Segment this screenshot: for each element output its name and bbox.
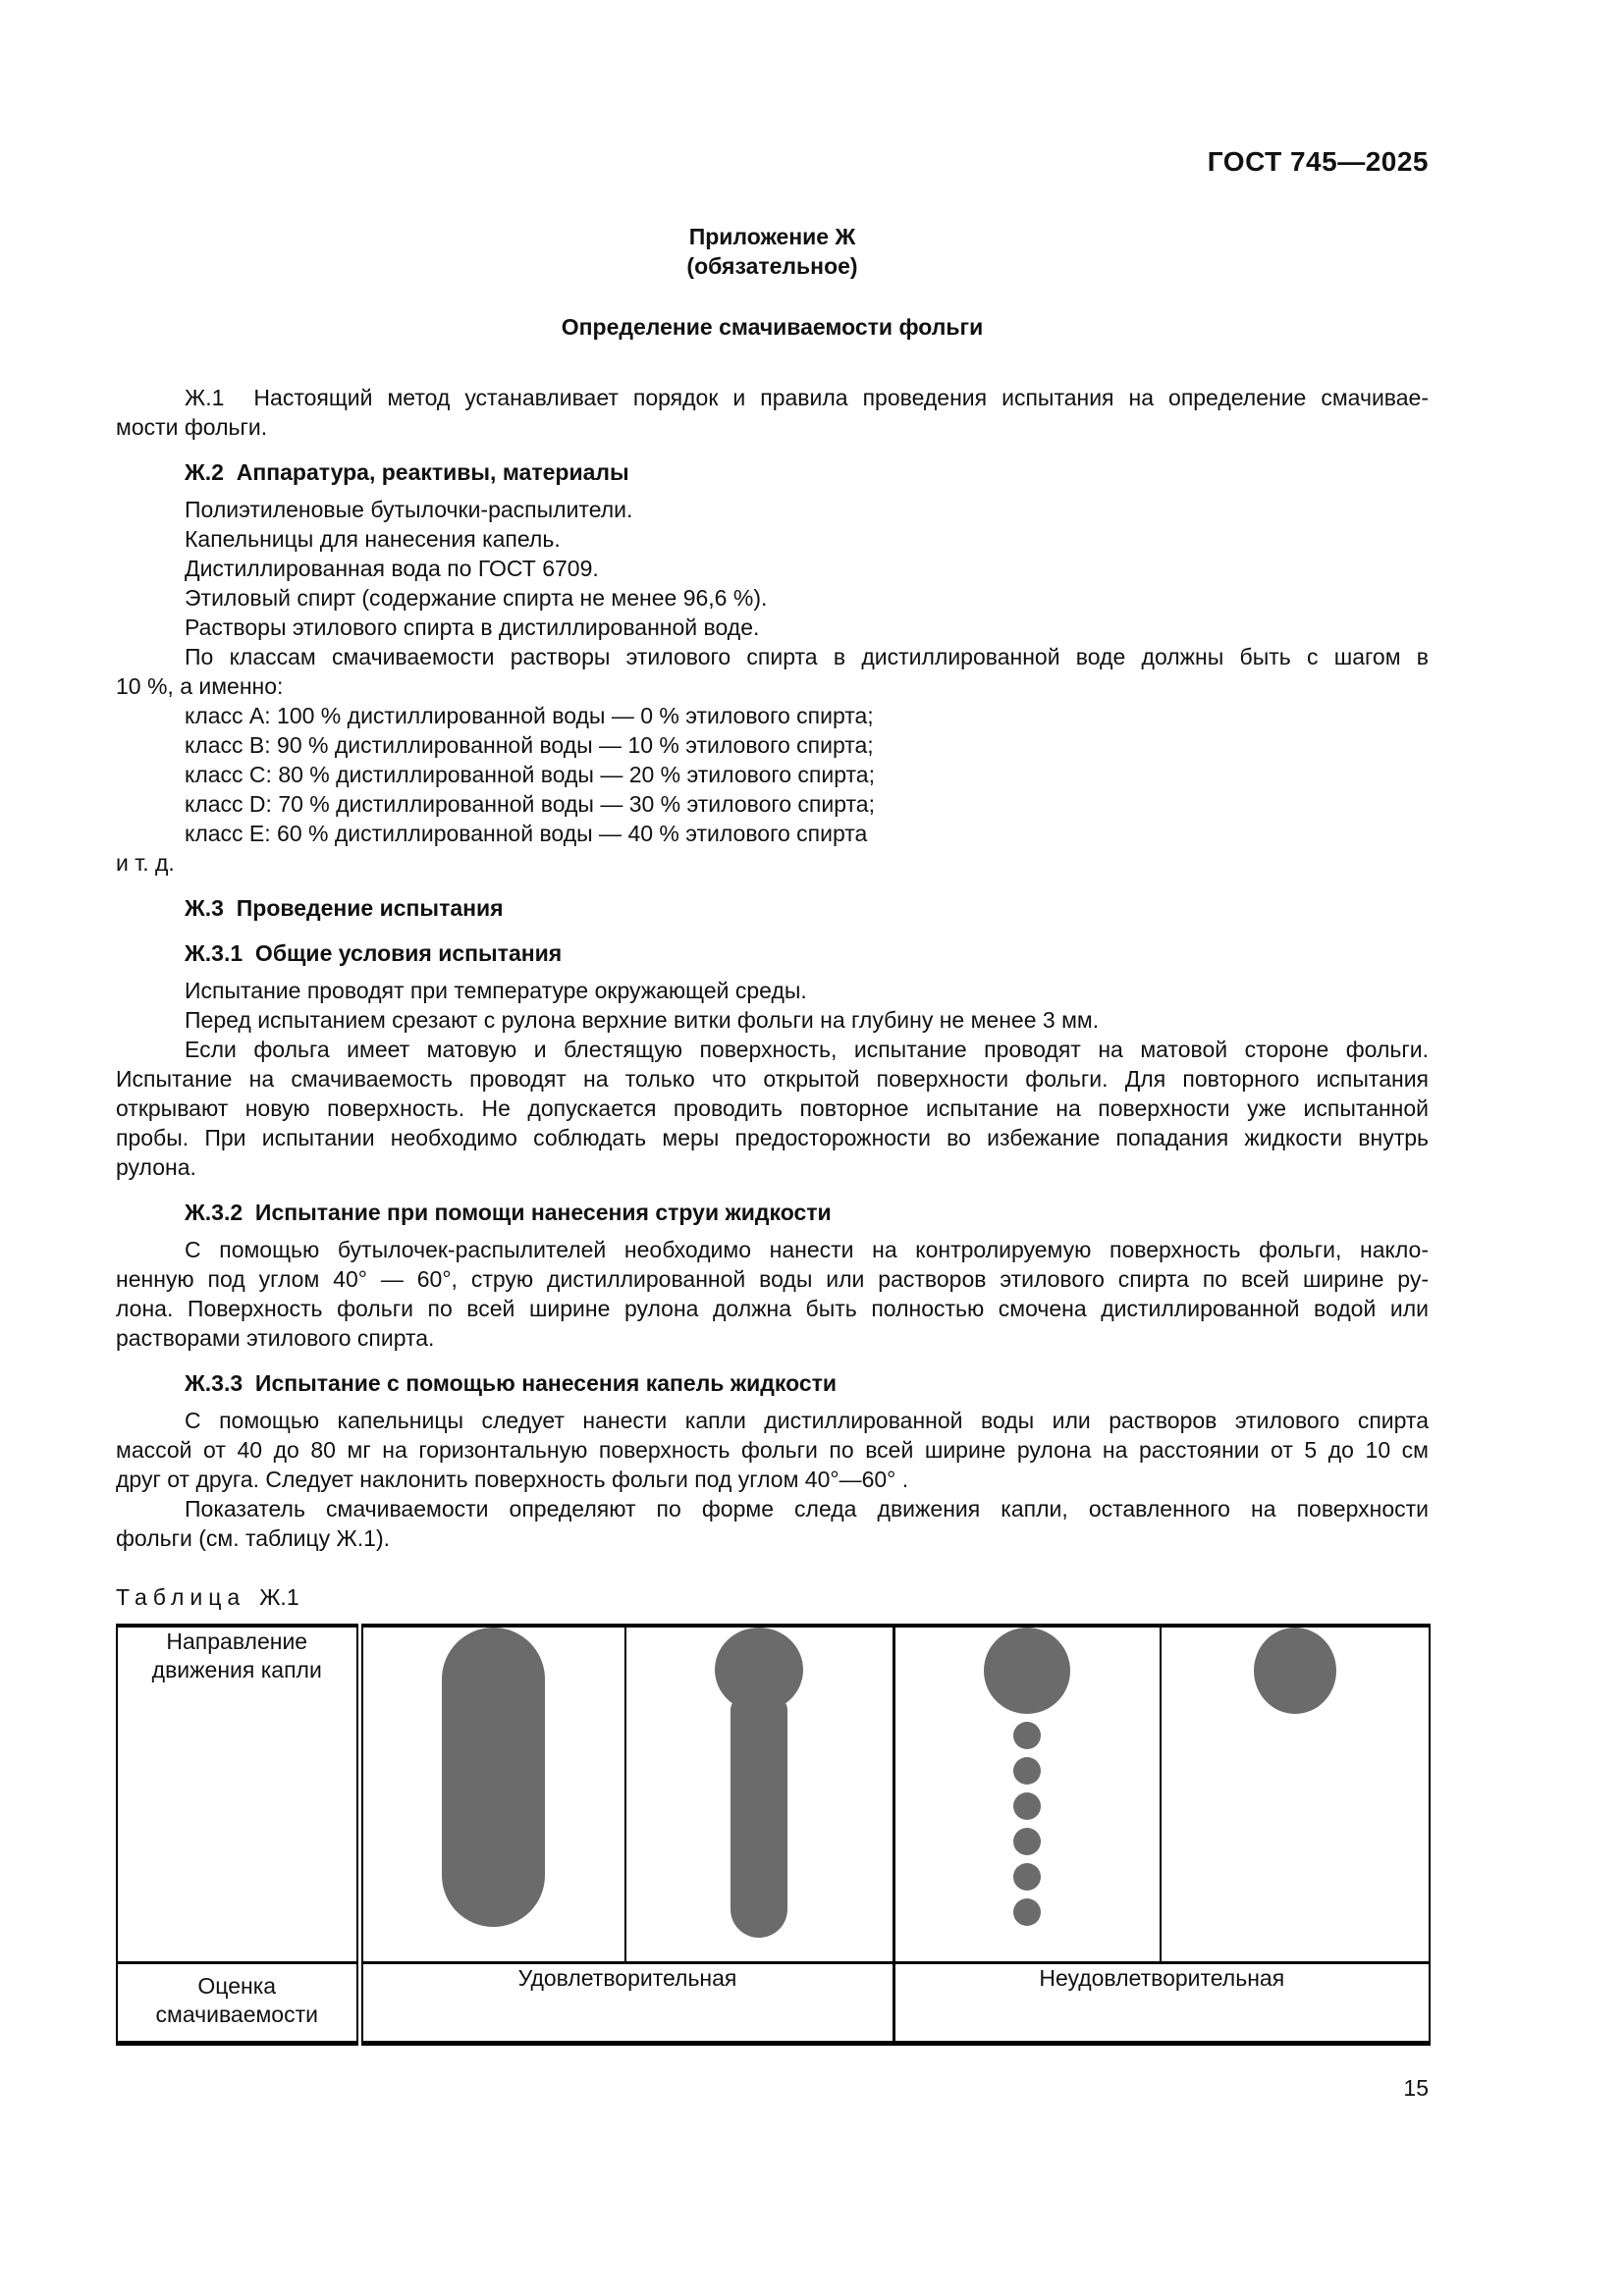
section-heading [116,938,1429,968]
text-line: Ж.3.1 Общие условия испытания [185,940,563,966]
paragraph [116,495,1429,642]
page-number: 15 [1403,2075,1429,2101]
text-line: класс A: 100 % дистиллированной воды — 0 % этилового спирта; [185,703,874,728]
text-line: и т. д. [116,850,175,876]
page-content [116,0,1429,2103]
text-line: Дистиллированная вода по ГОСТ 6709. [185,556,599,581]
droplet-icon [1013,1828,1041,1855]
text-line: Полиэтиленовые бутылочки-распылители. [185,497,633,522]
text-line: Испытание проводят при температуре окружающей среды. [185,978,807,1003]
drop-trail-capsule-cell [359,1626,625,1963]
text-line: Если фольга имеет матовую и блестящую поверхность, испытание проводят на матовой стороне фольги. [185,1037,1429,1062]
text-line: Показатель смачиваемости определяют по форме следа движения капли, оставленного на поверхности [185,1496,1429,1522]
paragraph [116,976,1429,1182]
text-line: класс C: 80 % дистиллированной воды — 20 % этилового спирта; [185,762,875,787]
droplet-trail [984,1722,1070,1926]
text-line: фольги (см. таблицу Ж.1). [116,1525,390,1551]
drop-head-with-tail-shape [715,1628,803,1938]
drop-dotted-trail-cell [893,1626,1161,1963]
text-line: С помощью бутылочек-распылителей необходимо нанести на контролируемую поверхность фольги, накло- [185,1237,1429,1262]
appendix-heading [116,222,1429,281]
gost-standard-header: ГОСТ 745—2025 [1207,146,1429,177]
text-line: рулона. [116,1154,196,1180]
drop-tail-icon [731,1696,787,1938]
text-line: Ж.3 Проведение испытания [185,895,504,921]
text-line: мости фольги. [116,414,268,440]
drop-head-tail-cell [625,1626,893,1963]
drop-direction-label-cell [117,1626,359,1963]
document-body [116,383,1429,1553]
text-line: Ж.2 Аппаратура, реактивы, материалы [185,459,629,485]
table-caption [116,1582,1429,1612]
section-heading [116,1198,1429,1227]
text-line: массой от 40 до 80 мг на горизонтальную поверхность фольги по всей ширине рулона на расстоянии от 5 до 10 см [116,1437,1429,1463]
section-heading [116,893,1429,923]
unsatisfactory-label: Неудовлетворительная [1039,1965,1285,1991]
appendix-label: Приложение Ж [688,224,856,249]
drop-head-icon [984,1628,1070,1714]
drop-direction-label: Направление движения капли [151,1629,322,1682]
section-heading [116,1368,1429,1398]
text-line: растворами этилового спирта. [116,1325,435,1351]
drop-capsule-trail-shape [442,1628,545,1927]
appendix-title: Определение смачиваемости фольги [561,314,984,340]
satisfactory-label: Удовлетворительная [517,1965,737,1991]
table-caption-word: Таблица [116,1584,246,1610]
satisfactory-cell [359,1963,893,2044]
drop-dotted-trail-shape [984,1628,1070,1926]
text-line: Растворы этилового спирта в дистиллированной воде. [185,614,760,640]
text-line: класс E: 60 % дистиллированной воды — 40 % этилового спирта [185,821,868,846]
droplet-icon [1013,1863,1041,1891]
text-line: По классам смачиваемости растворы этилового спирта в дистиллированной воде должны быть с шагом в [185,644,1429,669]
table-caption-number: Ж.1 [259,1584,299,1610]
text-line: Этиловый спирт (содержание спирта не менее 96,6 %). [185,585,768,611]
appendix-kind: (обязательное) [686,253,858,279]
round-drop-cell [1161,1626,1430,1963]
droplet-icon [1013,1757,1041,1785]
text-line: ненную под углом 40° — 60°, струю дистиллированной воды или растворов этилового спирта по всей ширине ру- [116,1266,1429,1292]
text-line: Капельницы для нанесения капель. [185,526,561,552]
droplet-icon [1013,1898,1041,1926]
wetting-rating-label-cell [117,1963,359,2044]
droplet-icon [1013,1792,1041,1820]
section-heading [116,457,1429,487]
text-line: класс B: 90 % дистиллированной воды — 10 % этилового спирта; [185,732,874,758]
text-line: Ж.3.2 Испытание при помощи нанесения струи жидкости [185,1200,832,1225]
paragraph [116,1235,1429,1353]
paragraph [116,1406,1429,1553]
text-line: открывают новую поверхность. Не допускается проводить повторное испытание на поверхности уже испытанной [116,1095,1429,1121]
text-line: лона. Поверхность фольги по всей ширине рулона должна быть полностью смочена дистиллированной водой или [116,1296,1429,1321]
wettability-table [116,1624,1431,2046]
text-line: друг от друга. Следует наклонить поверхность фольги под углом 40°—60° . [116,1467,909,1492]
text-line: пробы. При испытании необходимо соблюдать меры предосторожности во избежание попадания жидкости внутрь [116,1125,1429,1150]
text-line: С помощью капельницы следует нанести капли дистиллированной воды или растворов этилового спирта [185,1408,1429,1433]
text-line: Испытание на смачиваемость проводят на только что открытой поверхности фольги. Для повторного испытания [116,1066,1429,1092]
text-line: Перед испытанием срезают с рулона верхние витки фольги на глубину не менее 3 мм. [185,1007,1100,1033]
text-line: 10 %, а именно: [116,673,284,699]
paragraph [116,642,1429,701]
text-line: класс D: 70 % дистиллированной воды — 30 % этилового спирта; [185,791,875,817]
wetting-rating-label: Оценка смачиваемости [155,1973,318,2027]
droplet-icon [1013,1722,1041,1749]
paragraph [116,701,1429,878]
paragraph [116,383,1429,442]
text-line: Ж.1 Настоящий метод устанавливает порядок и правила проведения испытания на определение смачивае- [185,385,1429,410]
unsatisfactory-cell [893,1963,1430,2044]
round-drop-shape [1254,1628,1336,1714]
text-line: Ж.3.3 Испытание с помощью нанесения капель жидкости [185,1370,838,1396]
